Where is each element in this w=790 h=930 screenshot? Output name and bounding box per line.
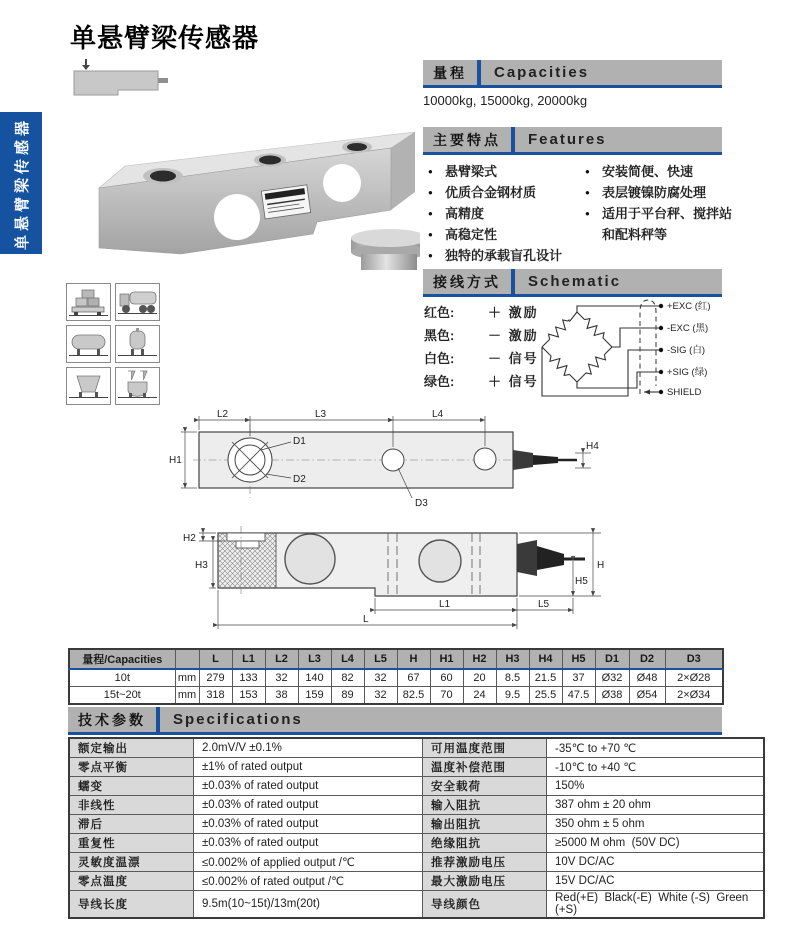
spec-value: 350 ohm ± 5 ohm	[547, 815, 765, 834]
spec-row	[69, 853, 764, 872]
dim-cell: 159	[298, 687, 331, 705]
wire-color: 白色:	[424, 351, 455, 366]
dim-column-header: L4	[331, 649, 364, 669]
wire-row	[424, 301, 539, 324]
section-header-capacities	[423, 60, 722, 88]
dim-cell: 38	[265, 687, 298, 705]
spec-label: 零点平衡	[69, 758, 194, 777]
spec-label: 温度补偿范围	[423, 758, 547, 777]
wire-row	[424, 347, 539, 370]
terminal-label: +EXC (红)	[667, 301, 711, 312]
dim-label: H3	[195, 560, 208, 571]
product-photo	[85, 120, 420, 270]
spec-value: 2.0mV/V ±0.1%	[194, 738, 423, 758]
feature-item: ● 表层镀镍防腐处理	[585, 182, 735, 203]
dim-label: L1	[439, 599, 451, 610]
terminal-label: -EXC (黑)	[667, 323, 709, 334]
spec-value: 10V DC/AC	[547, 853, 765, 872]
dim-column-header: H5	[562, 649, 595, 669]
section-header-specifications	[68, 707, 722, 735]
dim-column-header: H3	[496, 649, 529, 669]
terminal-label: SHIELD	[667, 387, 702, 398]
dim-column-header: D2	[629, 649, 665, 669]
dim-cell: 67	[397, 669, 430, 687]
sidebar-vertical-tab	[0, 112, 42, 254]
wire-row	[424, 370, 539, 393]
spec-label: 蠕变	[69, 777, 194, 796]
barcode-label	[261, 185, 310, 219]
dim-cell: 8.5	[496, 669, 529, 687]
dimension-drawing-side-view	[165, 516, 605, 651]
dim-cell: 24	[463, 687, 496, 705]
pallet-scale-icon	[66, 283, 111, 321]
spec-value: ±1% of rated output	[194, 758, 423, 777]
dim-label: L2	[217, 409, 229, 420]
load-button	[351, 229, 420, 270]
spec-value: ≤0.002% of rated output /℃	[194, 872, 423, 891]
spec-value: 9.5m(10~15t)/13m(20t)	[194, 891, 423, 919]
feature-item: ● 悬臂梁式	[428, 161, 578, 182]
dim-cell: 318	[199, 687, 232, 705]
spec-value: ≤0.002% of applied output /℃	[194, 853, 423, 872]
dim-cell: 32	[364, 669, 397, 687]
dim-column-header: H4	[529, 649, 562, 669]
features-list-right	[585, 161, 735, 245]
wire-color: 红色:	[424, 305, 455, 320]
spec-value: 15V DC/AC	[547, 872, 765, 891]
dim-label: L4	[432, 409, 444, 420]
dim-cell: 15t~20t	[69, 687, 175, 705]
spec-label: 滞后	[69, 815, 194, 834]
dim-column-header: L2	[265, 649, 298, 669]
loadcell-profile-icon	[72, 57, 172, 99]
spec-value: ±0.03% of rated output	[194, 777, 423, 796]
spec-value: ±0.03% of rated output	[194, 796, 423, 815]
dim-label: L	[363, 614, 369, 625]
dim-cell: Ø54	[629, 687, 665, 705]
spec-label: 导线长度	[69, 891, 194, 919]
dim-cell: 20	[463, 669, 496, 687]
truck-scale-icon	[115, 283, 160, 321]
dim-label: H	[597, 560, 605, 571]
spec-label: 非线性	[69, 796, 194, 815]
spec-label: 最大激励电压	[423, 872, 547, 891]
spec-value: ≥5000 M ohm (50V DC)	[547, 834, 765, 853]
dim-label: D2	[293, 474, 306, 485]
dim-column-header: L3	[298, 649, 331, 669]
spec-label: 导线颜色	[423, 891, 547, 919]
terminal-label: -SIG (白)	[667, 345, 705, 356]
wire-signal: － 信号	[488, 351, 539, 366]
feature-item: ● 独特的承载盲孔设计	[428, 245, 578, 266]
spec-value: -35℃ to +70 ℃	[547, 738, 765, 758]
dim-cell: 10t	[69, 669, 175, 687]
dim-column-header: D3	[665, 649, 723, 669]
dim-cell: 279	[199, 669, 232, 687]
dim-column-header: L	[199, 649, 232, 669]
wire-color-list	[424, 301, 539, 393]
dim-cell: 133	[232, 669, 265, 687]
dim-cell: mm	[175, 687, 199, 705]
dim-column-header: H	[397, 649, 430, 669]
wire-color: 黑色:	[424, 328, 455, 343]
spec-label: 输出阻抗	[423, 815, 547, 834]
dim-cell: mm	[175, 669, 199, 687]
spec-row	[69, 834, 764, 853]
mixing-plant-icon	[115, 367, 160, 405]
dim-cell: 32	[265, 669, 298, 687]
feature-item: ● 适用于平台秤、搅拌站和配料秤等	[585, 203, 735, 245]
dim-label: H4	[586, 441, 599, 452]
spec-label: 安全载荷	[423, 777, 547, 796]
dim-column-header: D1	[595, 649, 629, 669]
spec-row	[69, 758, 764, 777]
spec-label: 可用温度范围	[423, 738, 547, 758]
dim-cell: 21.5	[529, 669, 562, 687]
section-label-zh: 主要特点	[433, 131, 501, 148]
spec-value: Red(+E) Black(-E) White (-S) Green (+S)	[547, 891, 765, 919]
dim-cell: 140	[298, 669, 331, 687]
section-label-zh: 量程	[433, 64, 467, 81]
application-icon-grid	[66, 283, 160, 405]
dim-cell: 60	[430, 669, 463, 687]
spec-label: 额定输出	[69, 738, 194, 758]
wire-signal: ＋ 信号	[488, 374, 539, 389]
sidebar-vertical-label: 单悬臂梁传感器	[13, 116, 31, 250]
dim-label: H5	[575, 576, 588, 587]
spec-label: 重复性	[69, 834, 194, 853]
spec-row	[69, 891, 764, 919]
feature-item: ● 高稳定性	[428, 224, 578, 245]
spec-value: ±0.03% of rated output	[194, 834, 423, 853]
dim-table-row	[69, 669, 723, 687]
spec-row	[69, 777, 764, 796]
section-label-zh: 接线方式	[433, 273, 501, 290]
dim-column-header: 量程/Capacities	[69, 649, 175, 669]
spec-value: ±0.03% of rated output	[194, 815, 423, 834]
dimension-table-header-row	[69, 649, 723, 669]
dim-cell: Ø32	[595, 669, 629, 687]
feature-item: ● 高精度	[428, 203, 578, 224]
horizontal-tank-icon	[66, 325, 111, 363]
page-title: 单悬臂梁传感器	[70, 23, 260, 53]
dim-cell: 2×Ø34	[665, 687, 723, 705]
spec-row	[69, 796, 764, 815]
dim-column-header: L1	[232, 649, 265, 669]
dim-label: L3	[315, 409, 327, 420]
section-label-en: Capacities	[494, 64, 590, 81]
dim-label: D3	[415, 498, 428, 509]
dim-cell: 9.5	[496, 687, 529, 705]
dim-cell: 32	[364, 687, 397, 705]
hopper-scale-icon	[66, 367, 111, 405]
wire-color: 绿色:	[424, 374, 455, 389]
dim-column-header: H2	[463, 649, 496, 669]
bridge-schematic	[540, 292, 725, 404]
terminal-label: +SIG (绿)	[667, 367, 708, 378]
section-label-en: Features	[528, 131, 607, 148]
spec-label: 零点温度	[69, 872, 194, 891]
dim-cell: 25.5	[529, 687, 562, 705]
dimension-drawing-top-view	[165, 406, 605, 524]
dim-table-row	[69, 687, 723, 705]
dimension-table	[68, 648, 724, 705]
capacities-value: 10000kg, 15000kg, 20000kg	[423, 93, 588, 108]
wire-signal: ＋ 激励	[488, 305, 539, 320]
specifications-table	[68, 737, 765, 919]
dim-cell: 47.5	[562, 687, 595, 705]
dim-cell: 89	[331, 687, 364, 705]
dim-cell: 82.5	[397, 687, 430, 705]
spec-value: 150%	[547, 777, 765, 796]
feature-item: ● 优质合金钢材质	[428, 182, 578, 203]
dim-column-header: H1	[430, 649, 463, 669]
dim-cell: Ø48	[629, 669, 665, 687]
dim-label: H1	[169, 455, 182, 466]
spec-label: 绝缘阻抗	[423, 834, 547, 853]
spec-row	[69, 872, 764, 891]
spec-label: 输入阻抗	[423, 796, 547, 815]
section-label-en: Specifications	[173, 711, 303, 728]
spec-label: 推荐激励电压	[423, 853, 547, 872]
spec-label: 灵敏度温漂	[69, 853, 194, 872]
spec-row	[69, 738, 764, 758]
dim-cell: 70	[430, 687, 463, 705]
vertical-silo-icon	[115, 325, 160, 363]
dim-cell: 82	[331, 669, 364, 687]
section-label-zh: 技术参数	[78, 711, 146, 728]
features-list-left	[428, 161, 578, 266]
feature-item: ● 安装简便、快速	[585, 161, 735, 182]
spec-value: -10℃ to +40 ℃	[547, 758, 765, 777]
dim-cell: 2×Ø28	[665, 669, 723, 687]
spec-value: 387 ohm ± 20 ohm	[547, 796, 765, 815]
dim-label: D1	[293, 436, 306, 447]
dim-column-header: L5	[364, 649, 397, 669]
dim-column-header	[175, 649, 199, 669]
spec-row	[69, 815, 764, 834]
dim-cell: Ø38	[595, 687, 629, 705]
wire-signal: － 激励	[488, 328, 539, 343]
dim-cell: 153	[232, 687, 265, 705]
dim-label: L5	[538, 599, 550, 610]
dim-cell: 37	[562, 669, 595, 687]
wire-row	[424, 324, 539, 347]
section-label-en: Schematic	[528, 273, 622, 290]
dim-label: H2	[183, 533, 196, 544]
section-header-features	[423, 127, 722, 155]
